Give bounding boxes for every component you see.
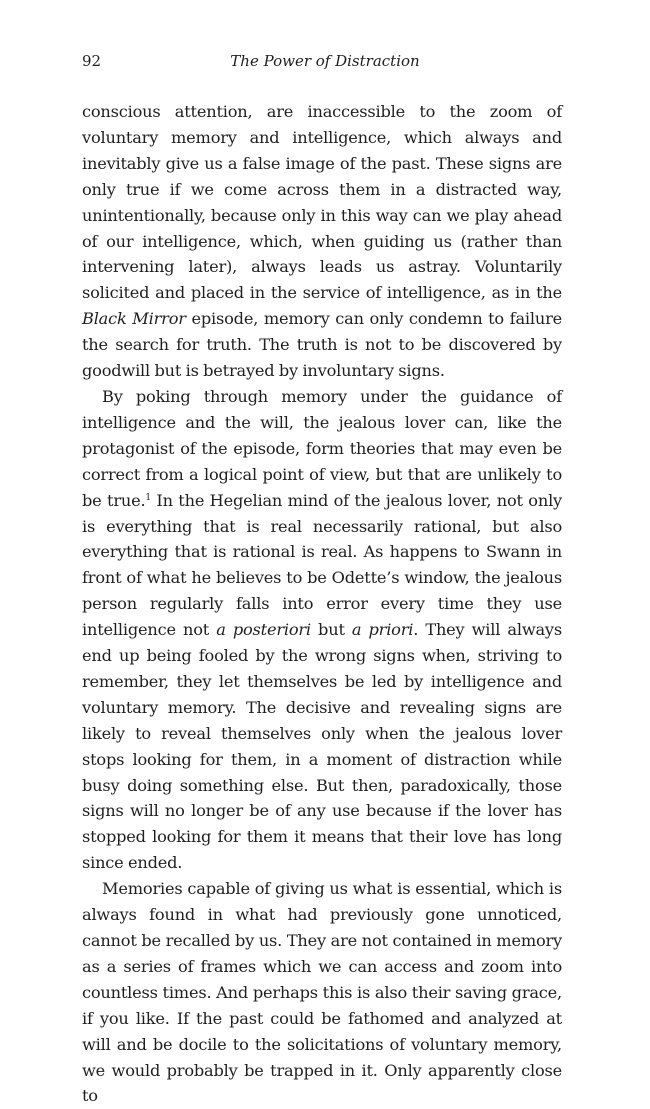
paragraph-2 (82, 384, 562, 876)
paragraph-3 (82, 876, 562, 1109)
text-segment: episode, memory can only condemn to failure the search for truth. The truth is not to be discovered by goodwill but is betrayed by involuntary signs. (82, 309, 563, 381)
text-segment: . They will always end up being fooled by the wrong signs when, striving to remember, they let themselves be led by intelligence and voluntary memory. The decisive and revealing signs are likely to reveal themselves only when the jealous lover stops looking for them, in a moment of distraction while busy doing something else. But then, paradoxically, those signs will no longer be of any use because if the lover has stopped looking for them it means that their love has long since ended. (82, 620, 562, 873)
text-segment: conscious attention, are inaccessible to the zoom of voluntary memory and intelligence, which always and inevitably give us a false image of the past. These signs are only true if we come across them in a distracted way, unintentionally, because only in this way can we play ahead of our intelligence, which, when guiding us (rather than intervening later), always leads us astray. Voluntarily solicited and placed in the service of intelligence, as in the (82, 102, 562, 303)
italic-title: Black Mirror (82, 309, 186, 329)
italic-term: a priori (351, 620, 414, 640)
text-segment: In the Hegelian mind of the jealous lover, not only is everything that is real necessarily rational, but also everything that is rational is real. As happens to Swann in front of what he believes to be Odette’s window, the jealous person regularly falls into error every time they use intelligence not (82, 490, 562, 640)
footnote-marker: 1 (145, 492, 151, 503)
text-segment: By poking through memory under the guidance of intelligence and the will, the jealous lover can, like the protagonist of the episode, form theories that may even be correct from a logical point of view, but that are unlikely to be true. (82, 386, 562, 510)
text-segment: Memories capable of giving us what is essential, which is always found in what had previously gone unnoticed, cannot be recalled by us. They are not contained in memory as a series of frames which we can access and zoom into countless times. And perhaps this is also their saving grace, if you like. If the past could be fathomed and analyzed at will and be docile to the solicitations of voluntary memory, we would probably be trapped in it. Only apparently close to (82, 879, 562, 1106)
body-text (82, 99, 562, 1109)
text-segment: but (310, 620, 352, 640)
italic-term: a posteriori (216, 620, 311, 640)
page-number: 92 (82, 52, 102, 70)
paragraph-1 (82, 99, 562, 384)
running-title: The Power of Distraction (230, 52, 420, 70)
